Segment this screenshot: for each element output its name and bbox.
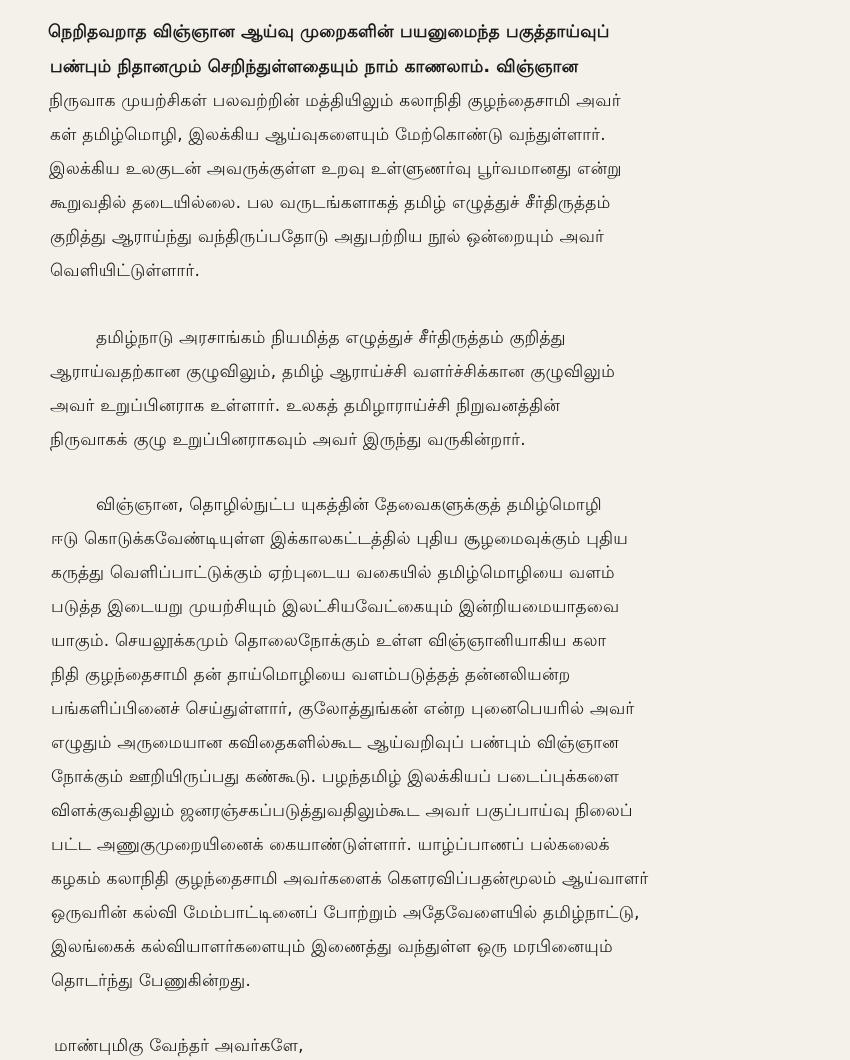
text-line: அவர் உறுப்பினராக உள்ளார். உலகத் தமிழாராய்ச்சி நிறுவனத்தின் — [50, 396, 561, 416]
text-line: படுத்த இடையறு முயற்சியும் இலட்சியவேட்கையும் இன்றியமையாதவை — [51, 597, 620, 617]
text-line: பங்களிப்பினைச் செய்துள்ளார், குலோத்துங்கன் என்ற புனைபெயரில் அவர் — [51, 699, 635, 719]
text-line: கூறுவதில் தடையில்லை. பல வருடங்களாகத் தமிழ் எழுத்துச் சீர்திருத்தம் — [50, 193, 611, 213]
text-line: நிருவாக முயற்சிகள் பலவற்றின் மத்தியிலும் கலாநிதி குழந்தைசாமி அவர் — [49, 91, 621, 111]
text-line: ஆராய்வதற்கான குழுவிலும், தமிழ் ஆராய்ச்சி வளர்ச்சிக்கான குழுவிலும் — [50, 362, 616, 382]
text-line: கருத்து வெளிப்பாட்டுக்கும் ஏற்புடைய வகையில் தமிழ்மொழியை வளம் — [51, 563, 615, 583]
text-line: நிருவாகக் குழு உறுப்பினராகவும் அவர் இருந்து வருகின்றார். — [50, 430, 526, 450]
text-line: வெளியிட்டுள்ளார். — [50, 261, 201, 281]
text-line: எழுதும் அருமையான கவிதைகளில்கூட ஆய்வறிவுப் பண்பும் விஞ்ஞான — [51, 733, 619, 753]
text-line: இலக்கிய உலகுடன் அவருக்குள்ள உறவு உள்ளுணர்வு பூர்வமானது என்று — [49, 159, 622, 179]
text-line: இலங்கைக் கல்வியாளர்களையும் இணைத்து வந்துள்ள ஒரு மரபினையும் — [51, 937, 613, 957]
text-line: விளக்குவதிலும் ஜனரஞ்சகப்படுத்துவதிலும்கூட அவர் பகுப்பாய்வு நிலைப் — [51, 801, 633, 821]
text-line: நோக்கும் ஊறியிருப்பது கண்கூடு. பழந்தமிழ் இலக்கியப் படைப்புக்களை — [51, 767, 619, 787]
text-line: கள் தமிழ்மொழி, இலக்கிய ஆய்வுகளையும் மேற்கொண்டு வந்துள்ளார். — [50, 125, 606, 145]
text-line: யாகும். செயலூக்கமும் தொலைநோக்கும் உள்ள விஞ்ஞானியாகிய கலா — [51, 631, 607, 651]
salutation: மாண்புமிகு வேந்தர் அவர்களே, — [54, 1036, 304, 1056]
text-line: நெறிதவறாத விஞ்ஞான ஆய்வு முறைகளின் பயனுமைந்த பகுத்தாய்வுப் — [48, 22, 610, 42]
text-line: கழகம் கலாநிதி குழந்தைசாமி அவர்களைக் கௌரவிப்பதன்மூலம் ஆய்வாளர் — [51, 869, 649, 889]
text-line: பண்பும் நிதானமும் செறிந்துள்ளதையும் நாம் காணலாம். விஞ்ஞான — [50, 57, 579, 77]
text-line: தமிழ்நாடு அரசாங்கம் நியமித்த எழுத்துச் சீர்திருத்தம் குறித்து — [96, 328, 566, 348]
text-line: ஈடு கொடுக்கவேண்டியுள்ள இக்காலகட்டத்தில் புதிய சூழமைவுக்கும் புதிய — [51, 529, 629, 549]
text-line: விஞ்ஞான, தொழில்நுட்ப யுகத்தின் தேவைகளுக்குத் தமிழ்மொழி — [96, 495, 602, 515]
text-line: குறித்து ஆராய்ந்து வந்திருப்பதோடு அதுபற்றிய நூல் ஒன்றையும் அவர் — [50, 227, 605, 247]
text-line: நிதி குழந்தைசாமி தன் தாய்மொழியை வளம்படுத்தத் தன்னலியன்ற — [51, 665, 571, 685]
text-line: தொடர்ந்து பேணுகின்றது. — [51, 971, 251, 991]
text-line: ஒருவரின் கல்வி மேம்பாட்டினைப் போற்றும் அதேவேளையில் தமிழ்நாட்டு, — [51, 903, 640, 923]
text-line: பட்ட அணுகுமுறையினைக் கையாண்டுள்ளார். யாழ்ப்பாணப் பல்கலைக் — [51, 835, 610, 855]
